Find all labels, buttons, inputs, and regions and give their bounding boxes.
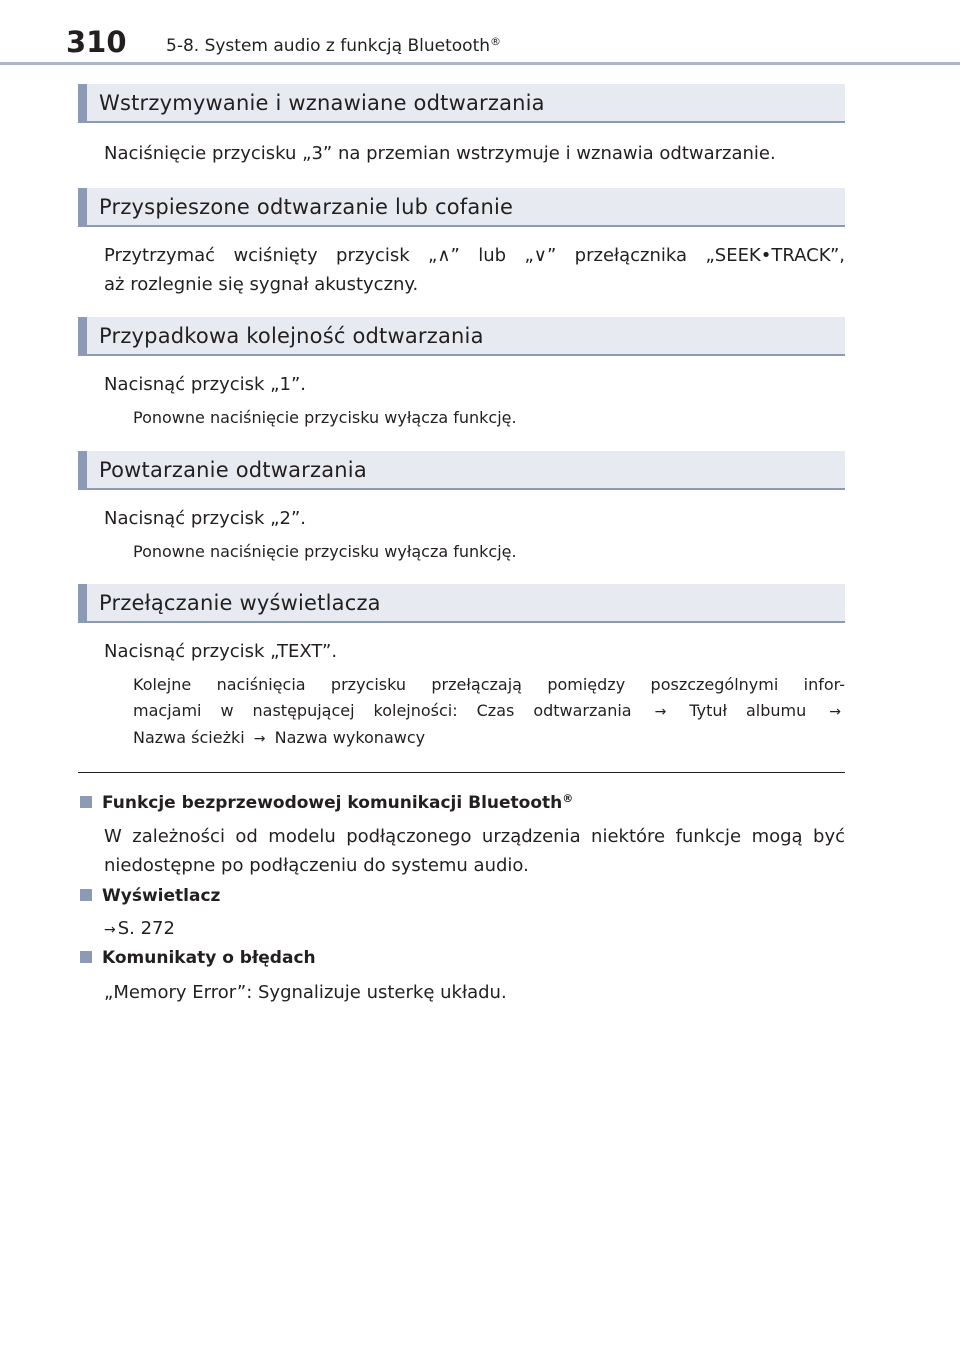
section-body-pause-resume: Naciśnięcie przycisku „3” na przemian wstrzymuje i wznawia odtwarzanie. [104, 143, 776, 164]
info-body-bluetooth-functions [104, 822, 845, 880]
info-body-error-messages: „Memory Error”: Sygnalizuje usterkę układu. [104, 982, 507, 1003]
section-heading-random [78, 317, 845, 356]
info-title-text: Wyświetlacz [102, 886, 221, 906]
section-body-random: Nacisnąć przycisk „1”. [104, 374, 306, 395]
header-rule [0, 62, 960, 65]
section-body-fast-forward [104, 241, 845, 299]
section-heading-bar [78, 317, 87, 354]
divider [78, 772, 845, 773]
section-heading-repeat [78, 451, 845, 490]
section-heading-bar [78, 188, 87, 225]
section-heading-bar [78, 584, 87, 621]
info-title-display [80, 883, 220, 909]
square-bullet-icon [80, 951, 92, 963]
page-header [0, 0, 960, 68]
section-note-display-switch [133, 672, 845, 752]
square-bullet-icon [80, 889, 92, 901]
info-title-text: Komunikaty o błędach [102, 948, 316, 968]
body-line: Przytrzymać wciśnięty przycisk „∧” lub „∨” przełącznika „SEEK•TRACK”, [104, 245, 845, 266]
section-heading-pause-resume [78, 84, 845, 123]
info-line: niedostępne po podłączeniu do systemu audio. [104, 855, 529, 876]
page-reference-link[interactable]: S. 272 [117, 918, 175, 939]
section-note-random: Ponowne naciśnięcie przycisku wyłącza funkcję. [133, 408, 517, 427]
body-line: aż rozlegnie się sygnał akustyczny. [104, 274, 419, 295]
note-line: Kolejne naciśnięcia przycisku przełączają pomiędzy poszczególnymi infor- [133, 675, 845, 694]
chapter-title [166, 35, 501, 57]
section-heading-text: Powtarzanie odtwarzania [99, 458, 367, 482]
section-body-display-switch: Nacisnąć przycisk „TEXT”. [104, 641, 338, 662]
section-heading-text: Przełączanie wyświetlacza [99, 591, 381, 615]
note-line [133, 698, 845, 725]
section-body-repeat: Nacisnąć przycisk „2”. [104, 508, 306, 529]
note-segment: Nazwa ścieżki [133, 728, 245, 747]
note-segment: Tytuł albumu [689, 701, 807, 720]
note-segment: Nazwa wykonawcy [274, 728, 426, 747]
section-heading-text: Przyspieszone odtwarzanie lub cofanie [99, 195, 514, 219]
registered-mark: ® [490, 35, 502, 48]
section-heading-display-switch [78, 584, 845, 623]
info-body-display [104, 914, 845, 945]
registered-mark: ® [562, 792, 574, 805]
section-heading-text: Wstrzymywanie i wznawiane odtwarzania [99, 91, 545, 115]
page-number: 310 [66, 25, 127, 59]
section-note-repeat: Ponowne naciśnięcie przycisku wyłącza funkcję. [133, 542, 517, 561]
chapter-title-text: 5-8. System audio z funkcją Bluetooth [166, 36, 491, 56]
section-heading-fast-forward [78, 188, 845, 227]
arrow-icon: → [829, 704, 841, 720]
arrow-icon: → [253, 731, 266, 747]
info-line: W zależności od modelu podłączonego urządzenia niektóre funkcje mogą być [104, 826, 845, 847]
info-title-bluetooth-functions [80, 790, 573, 816]
section-heading-text: Przypadkowa kolejność odtwarzania [99, 324, 484, 348]
square-bullet-icon [80, 796, 92, 808]
info-title-error-messages [80, 945, 316, 971]
section-heading-bar [78, 84, 87, 121]
note-line [133, 725, 845, 752]
note-segment: macjami w następującej kolejności: Czas odtwarzania [133, 701, 632, 720]
info-title-text: Funkcje bezprzewodowej komunikacji Bluetooth [102, 793, 563, 813]
arrow-icon: → [654, 704, 667, 720]
arrow-icon: → [104, 922, 116, 938]
section-heading-bar [78, 451, 87, 488]
